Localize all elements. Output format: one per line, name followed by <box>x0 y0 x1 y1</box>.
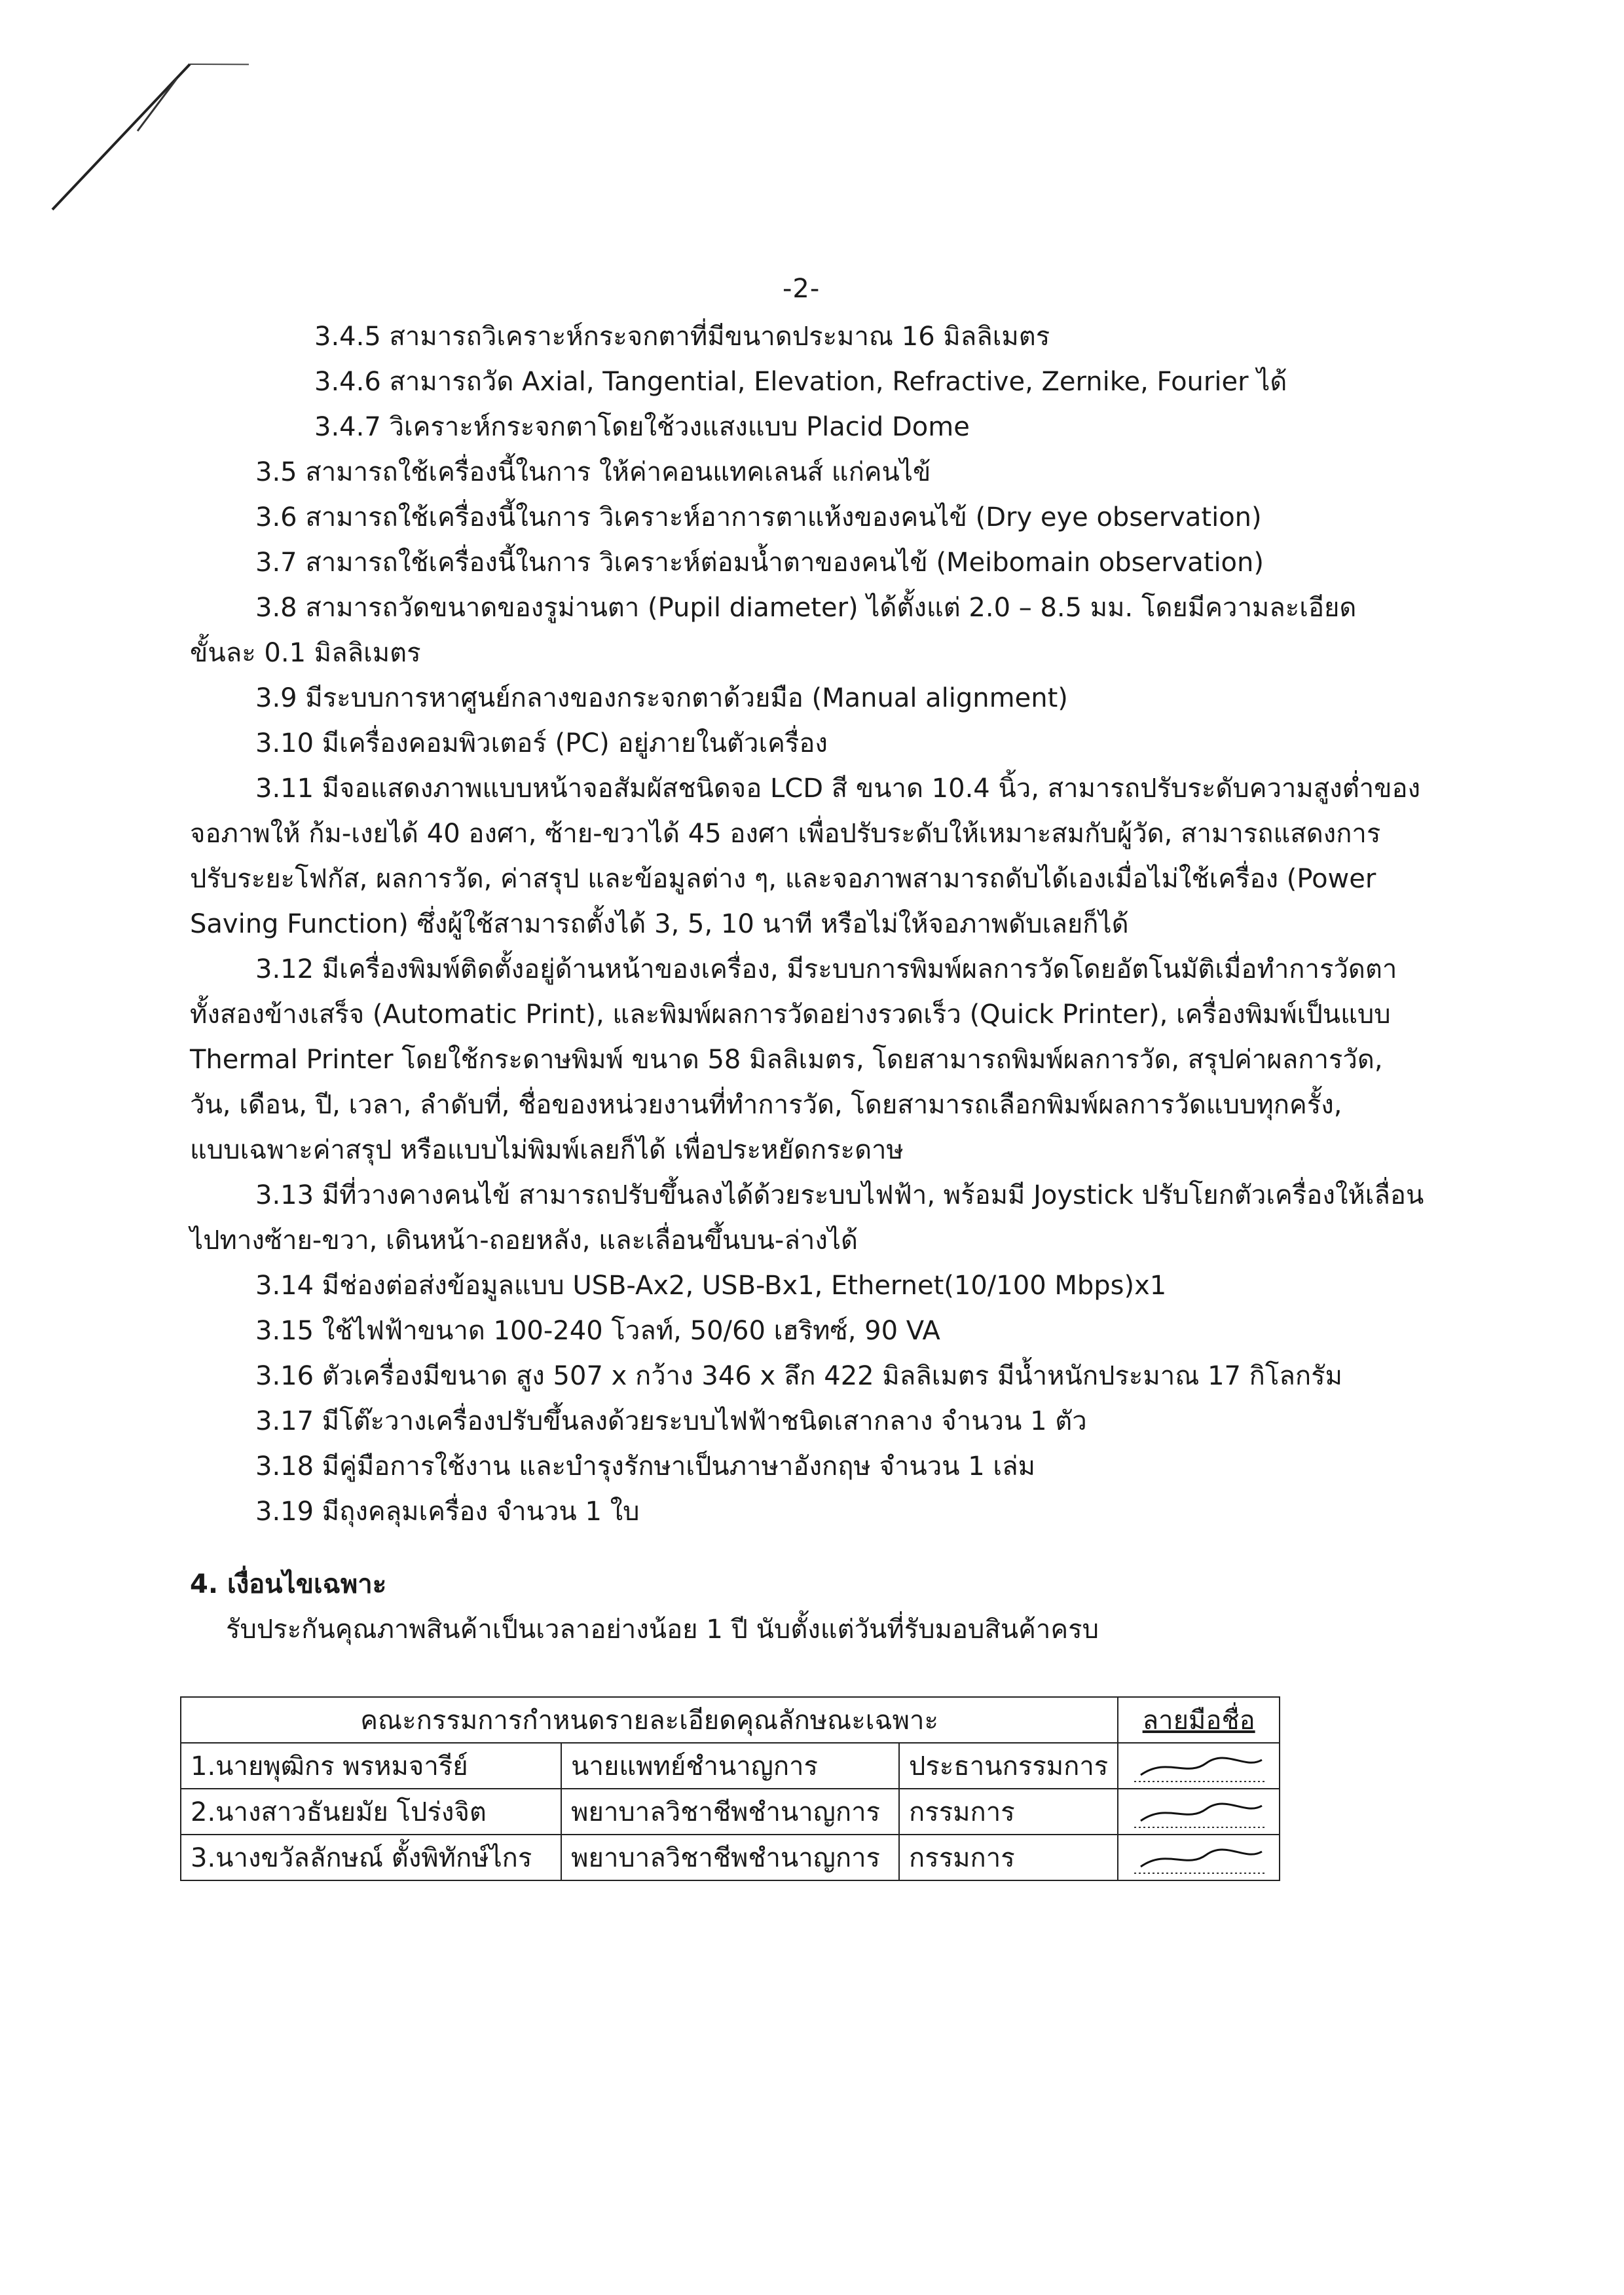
spec-item: 3.15 ใช้ไฟฟ้าขนาด 100-240 โวลท์, 50/60 เฮริทซ์, 90 VA <box>255 1316 940 1346</box>
member-position: พยาบาลวิชาชีพชำนาญการ <box>561 1789 899 1835</box>
member-name: 3.นางขวัลลักษณ์ ตั้งพิทักษ์ไกร <box>181 1835 561 1880</box>
member-position: นายแพทย์ชำนาญการ <box>561 1743 899 1789</box>
spec-item-continuation: ขั้นละ 0.1 มิลลิเมตร <box>190 638 421 668</box>
spec-item: 3.18 มีคู่มือการใช้งาน และบำรุงรักษาเป็นภาษาอังกฤษ จำนวน 1 เล่ม <box>255 1451 1035 1482</box>
spec-item-continuation: วัน, เดือน, ปี, เวลา, ลำดับที่, ชื่อของหน่วยงานที่ทำการวัด, โดยสามารถเลือกพิมพ์ผลการวัดแบบทุกครั้ง, <box>190 1090 1342 1120</box>
spec-item: 3.4.6 สามารถวัด Axial, Tangential, Elevation, Refractive, Zernike, Fourier ได้ <box>314 367 1287 397</box>
member-role: กรรมการ <box>899 1835 1118 1880</box>
spec-item-continuation: ปรับระยะโฟกัส, ผลการวัด, ค่าสรุป และข้อมูลต่าง ๆ, และจอภาพสามารถดับได้เองเมื่อไม่ใช้เครื่อง (Power <box>190 864 1376 894</box>
spec-item: 3.4.5 สามารถวิเคราะห์กระจกตาที่มีขนาดประมาณ 16 มิลลิเมตร <box>314 322 1050 352</box>
committee-row <box>181 1789 1280 1835</box>
conditions-heading: 4. เงื่อนไขเฉพาะ <box>190 1569 387 1599</box>
conditions-text: รับประกันคุณภาพสินค้าเป็นเวลาอย่างน้อย 1 ปี นับตั้งแต่วันที่รับมอบสินค้าครบ <box>226 1614 1099 1645</box>
spec-item: 3.17 มีโต๊ะวางเครื่องปรับขึ้นลงด้วยระบบไฟฟ้าชนิดเสากลาง จำนวน 1 ตัว <box>255 1406 1087 1436</box>
spec-item-continuation: ไปทางซ้าย-ขวา, เดินหน้า-ถอยหลัง, และเลื่อนขึ้นบน-ล่างได้ <box>190 1225 858 1256</box>
committee-row <box>181 1743 1280 1789</box>
member-role: ประธานกรรมการ <box>899 1743 1118 1789</box>
committee-rows <box>181 1743 1280 1880</box>
spec-item: 3.7 สามารถใช้เครื่องนี้ในการ วิเคราะห์ต่อมน้ำตาของคนไข้ (Meibomain observation) <box>255 548 1264 578</box>
page-number: -2- <box>783 274 821 304</box>
member-role: กรรมการ <box>899 1789 1118 1835</box>
spec-item: 3.9 มีระบบการหาศูนย์กลางของกระจกตาด้วยมือ (Manual alignment) <box>255 683 1068 713</box>
specification-list <box>190 314 1434 1535</box>
member-name: 2.นางสาวธันยมัย โปร่งจิต <box>181 1789 561 1835</box>
signature-cell <box>1118 1743 1280 1789</box>
spec-item: 3.13 มีที่วางคางคนไข้ สามารถปรับขึ้นลงได้ด้วยระบบไฟฟ้า, พร้อมมี Joystick ปรับโยกตัวเครื่องให้เลื่อน <box>255 1180 1424 1210</box>
spec-item: 3.4.7 วิเคราะห์กระจกตาโดยใช้วงแสงแบบ Placid Dome <box>314 412 970 442</box>
signature-cell <box>1118 1789 1280 1835</box>
committee-header-row <box>181 1697 1280 1743</box>
spec-item-continuation: Thermal Printer โดยใช้กระดาษพิมพ์ ขนาด 58 มิลลิเมตร, โดยสามารถพิมพ์ผลการวัด, สรุปค่าผลการวัด, <box>190 1045 1383 1075</box>
signature-header: ลายมือชื่อ <box>1118 1697 1280 1743</box>
committee-table <box>180 1696 1280 1881</box>
spec-item: 3.6 สามารถใช้เครื่องนี้ในการ วิเคราะห์อาการตาแห้งของคนไข้ (Dry eye observation) <box>255 502 1262 532</box>
spec-item-continuation: Saving Function) ซึ่งผู้ใช้สามารถตั้งได้ 3, 5, 10 นาที หรือไม่ให้จอภาพดับเลยก็ได้ <box>190 909 1129 939</box>
committee-title: คณะกรรมการกำหนดรายละเอียดคุณลักษณะเฉพาะ <box>181 1697 1118 1743</box>
conditions-section <box>190 1562 1099 1652</box>
spec-item: 3.19 มีถุงคลุมเครื่อง จำนวน 1 ใบ <box>255 1497 640 1527</box>
committee-row <box>181 1835 1280 1880</box>
spec-item: 3.10 มีเครื่องคอมพิวเตอร์ (PC) อยู่ภายในตัวเครื่อง <box>255 728 828 758</box>
spec-item: 3.14 มีช่องต่อส่งข้อมูลแบบ USB-Ax2, USB-Bx1, Ethernet(10/100 Mbps)x1 <box>255 1271 1167 1301</box>
signature-cell <box>1118 1835 1280 1880</box>
spec-item: 3.12 มีเครื่องพิมพ์ติดตั้งอยู่ด้านหน้าของเครื่อง, มีระบบการพิมพ์ผลการวัดโดยอัตโนมัติเมื่อทำการวัดตา <box>255 954 1397 984</box>
spec-item: 3.8 สามารถวัดขนาดของรูม่านตา (Pupil diameter) ได้ตั้งแต่ 2.0 – 8.5 มม. โดยมีความละเอียด <box>255 593 1357 623</box>
member-name: 1.นายพุฒิกร พรหมจารีย์ <box>181 1743 561 1789</box>
spec-item-continuation: จอภาพให้ ก้ม-เงยได้ 40 องศา, ซ้าย-ขวาได้ 45 องศา เพื่อปรับระดับให้เหมาะสมกับผู้วัด, สามารถแสดงการ <box>190 819 1381 849</box>
signature <box>1128 1835 1270 1880</box>
spec-item: 3.11 มีจอแสดงภาพแบบหน้าจอสัมผัสชนิดจอ LCD สี ขนาด 10.4 นิ้ว, สามารถปรับระดับความสูงต่ำของ <box>255 774 1421 804</box>
spec-item-continuation: แบบเฉพาะค่าสรุป หรือแบบไม่พิมพ์เลยก็ได้ เพื่อประหยัดกระดาษ <box>190 1135 904 1165</box>
scan-corner-mark <box>39 52 249 275</box>
signature <box>1128 1744 1270 1788</box>
spec-item: 3.5 สามารถใช้เครื่องนี้ในการ ให้ค่าคอนแทคเลนส์ แก่คนไข้ <box>255 457 931 487</box>
signature <box>1128 1789 1270 1834</box>
spec-item: 3.16 ตัวเครื่องมีขนาด สูง 507 x กว้าง 346 x ลึก 422 มิลลิเมตร มีน้ำหนักประมาณ 17 กิโลกรัม <box>255 1361 1342 1391</box>
member-position: พยาบาลวิชาชีพชำนาญการ <box>561 1835 899 1880</box>
spec-item-continuation: ทั้งสองข้างเสร็จ (Automatic Print), และพิมพ์ผลการวัดอย่างรวดเร็ว (Quick Printer), เครื่องพิมพ์เป็นแบบ <box>190 999 1391 1030</box>
